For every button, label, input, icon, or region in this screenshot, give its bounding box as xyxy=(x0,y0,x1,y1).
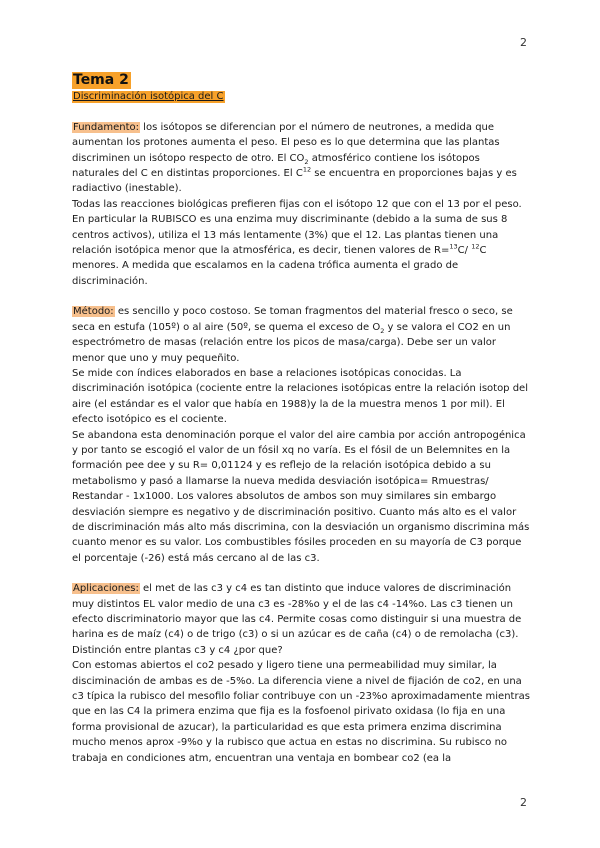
aplicaciones-paragraph-2: Distinción entre plantas c3 y c4 ¿por que? xyxy=(72,644,283,656)
metodo-paragraph-2: Se mide con índices elaborados en base a relaciones isotópicas conocidas. La discriminación isotópica (cociente entre la relaciones isotópicas entre la relación isotop del aire (el estándar es el valor que había en 1988)y la de la muestra menos 1 por mil). El efecto isotópico es el cociente. xyxy=(72,367,528,426)
fundamento-text-3: se encuentra en proporciones bajas y es radiactivo (inestable). xyxy=(72,168,517,195)
title-row xyxy=(72,72,530,89)
aplicaciones-paragraph-3: Con estomas abiertos el co2 pesado y ligero tiene una permeabilidad muy similar, la disciminación de ambas es de -5%o. La diferencia viene a nivel de fijación de co2, en una c3 típica la rubisco del mesofilo foliar contribuye con un -23%o aproximadamente mientras que en las C4 la primera enzima que fija es la fosfoenol pirivato oxidasa (lo fija en una forma provisional de azucar), la particularidad es que esta primera enzima discrimina mucho menos aprox -9%o y la rubisco que actua en estas no discrimina. Su rubisco no trabaja en condiciones atm, encuentran una ventaja en bombear co2 (ea la xyxy=(72,660,530,764)
subtitle-row xyxy=(72,89,530,104)
aplicaciones-text-1: el met de las c3 y c4 es tan distinto que induce valores de discriminación muy distintos EL valor medio de una c3 es -28%o y el de las c4 -14%o. Las c3 tienen un efecto discriminatorio mayor que las c4. Permite cosas como distinguir si una muestra de harina es de maíz (c4) o de trigo (c3) o si un azúcar es de caña (c4) o de remolacha (c3). xyxy=(72,583,522,641)
fundamento-text-4: Todas las reacciones biológicas prefieren fijas con el isótopo 12 que con el 13 por el peso. En particular la RUBISCO es una enzima muy discriminante (debido a la suma de sus 8 centros activos), utiliza el 13 más lentamente (3%) que el 12. Las plantas tienen una relación isotópica menor que la atmosférica, es decir, tienen valores de R= xyxy=(72,198,522,257)
metodo-paragraph-3: Se abandona esta denominación porque el valor del aire cambia por acción antropogénica y por tanto se escogió el valor de un fósil xq no varía. Es el fósil de un Belemnites en la formación pee dee y su R= 0,01124 y es reflejo de la relación isotópica debido a su metabolismo y pasó a llamarse la nueva medida desviación isotópica= Rmuestras/ Restandar - 1x1000. Los valores absolutos de ambos son muy similares sin embargo desviación siempre es negativo y de discriminación positivo. Cuanto más alto es el valor de discriminación más alto más discrimina, con la desviación un organismo discrimina más cuanto menor es su valor. Los combustibles fósiles proceden en su mayoría de C3 porque el porcentaje (-26) está más cercano al de las c3. xyxy=(72,429,530,564)
fundamento-paragraph-2 xyxy=(72,197,530,289)
fundamento-text-2: atmosférico contiene los isótopos naturales del C en distintas proporciones. El C xyxy=(72,152,480,180)
metodo-text-1: es sencillo y poco costoso. Se toman fragmentos del material fresco o seco, se seca en estufa (105º) o al aire (50º, se quema el exceso de O xyxy=(72,306,513,333)
fundamento-label: Fundamento: xyxy=(73,121,139,133)
spacer xyxy=(72,289,530,304)
fundamento-text-6: C menores. A medida que escalamos en la cadena trófica aumenta el grado de discriminación. xyxy=(72,245,487,287)
co2-subscript: 2 xyxy=(304,157,309,166)
c12-superscript: 12 xyxy=(302,165,312,174)
document-body xyxy=(72,72,530,766)
fundamento-text-1: los isótopos se diferencian por el número de neutrones, a medida que aumentan los protones aumenta el peso. El peso es lo que determina que las plantas discriminen un isótopo respecto de otro. El CO xyxy=(72,121,500,164)
spacer xyxy=(72,566,530,581)
fundamento-text-5: C/ xyxy=(457,245,472,257)
aplicaciones-label: Aplicaciones: xyxy=(73,583,139,595)
metodo-paragraph xyxy=(72,304,530,366)
c12-superscript-2: 12 xyxy=(471,242,480,251)
o2-subscript: 2 xyxy=(380,326,385,335)
document-subtitle: Discriminación isotópica del C xyxy=(73,91,224,103)
metodo-label: Método: xyxy=(73,306,114,318)
metodo-text-2: y se valora el CO2 en un espectrómetro de masas (relación entre los picos de masa/carga). Debe ser un valor menor que uno y muy pequeñito. xyxy=(72,321,511,364)
spacer xyxy=(72,105,530,120)
c13-superscript: 13 xyxy=(449,242,458,251)
document-title: Tema 2 xyxy=(73,72,129,88)
page-number-top: 2 xyxy=(520,36,527,49)
page-number-bottom: 2 xyxy=(520,796,527,809)
aplicaciones-paragraph xyxy=(72,581,530,643)
fundamento-paragraph xyxy=(72,120,530,197)
